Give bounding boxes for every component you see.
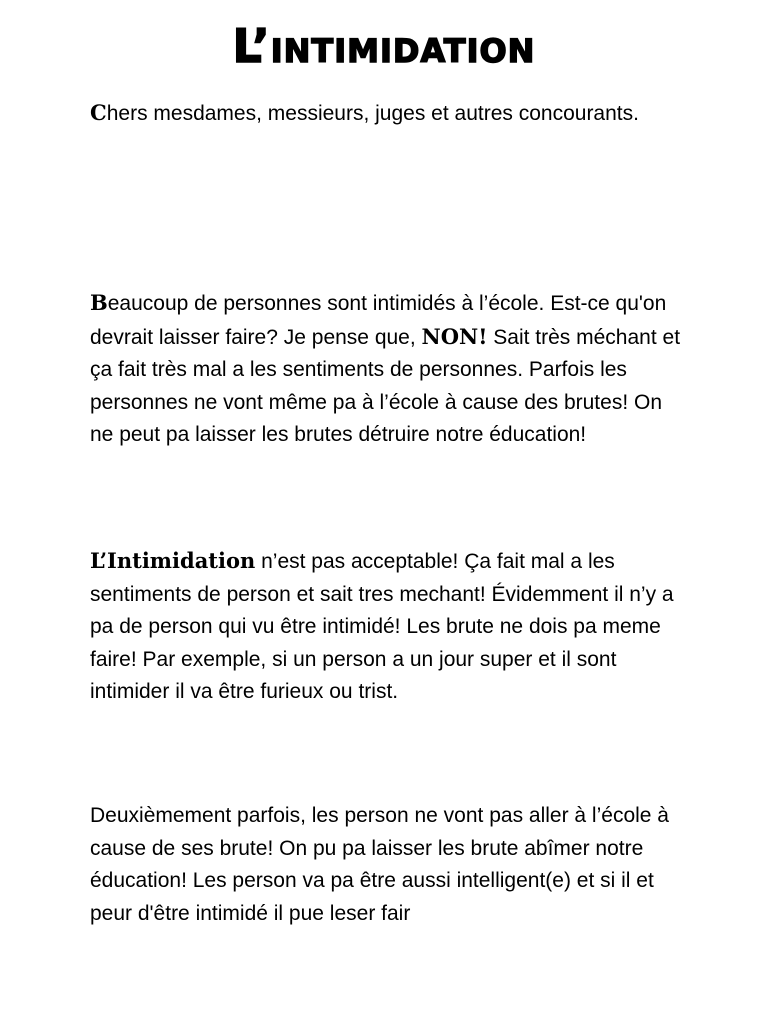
paragraph-text-continued: Sait très méchant et ça fait très mal a les sentiments de personnes. Parfois les personnes ne vont même pa à l’école à cause des brutes! On ne peut pa laisser les brutes détruire notre éducation!	[90, 325, 681, 446]
paragraph-argument-one	[90, 545, 690, 709]
document-title: L’intimidation	[232, 19, 536, 73]
paragraph-text: hers mesdames, messieurs, juges et autres concourants.	[106, 102, 639, 125]
drop-cap: B	[90, 290, 108, 315]
paragraph-text: eaucoup de personnes sont intimidés à l’école. Est-ce qu'on devrait laisser faire? Je pense que,	[90, 292, 667, 349]
drop-cap: C	[90, 100, 107, 125]
paragraph-argument-two	[90, 800, 690, 930]
paragraph-text: n’est pas acceptable! Ça fait mal a les sentiments de person et sait tres mechant! Évidemment il n’y a pa de person qui vu être intimidé! Les brute ne dois pa meme faire! Par exemple, si un person a un jour super et il sont intimider il va être furieux ou trist.	[90, 550, 674, 703]
paragraph-text: Deuxièmement parfois, les person ne vont pas aller à l’école à cause de ses brute! On pu pa laisser les brute abîmer notre éducation! Les person va pa être aussi intelligent(e) et si il et peur d'être intimidé il pue leser fair	[90, 804, 669, 925]
paragraph-intro	[90, 287, 690, 452]
lead-phrase: L’Intimidation	[90, 548, 256, 573]
paragraph-greeting	[90, 97, 690, 131]
emphasis-text: NON!	[421, 323, 488, 349]
